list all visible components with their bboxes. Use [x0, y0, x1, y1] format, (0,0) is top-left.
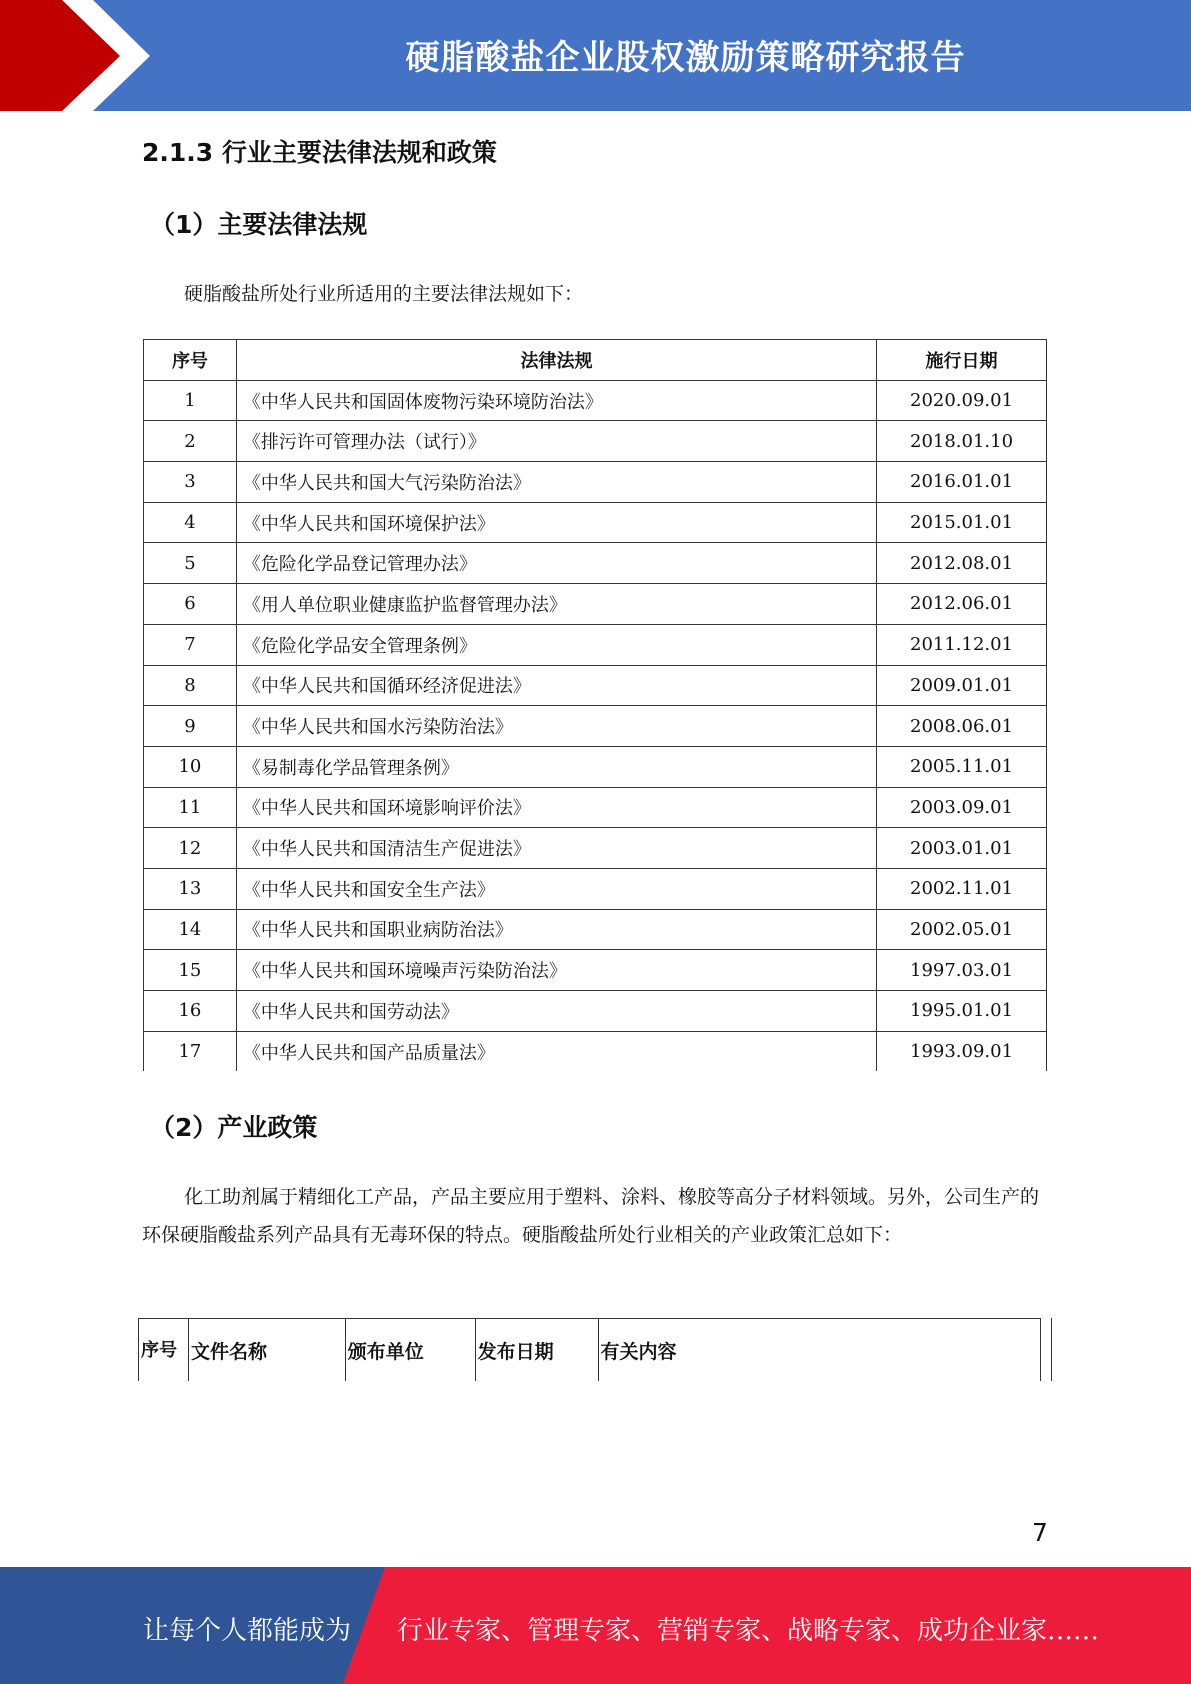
table-row [144, 502, 1047, 543]
table-row [144, 868, 1047, 909]
page-number: 7 [1032, 1518, 1048, 1547]
effective-date: 2016.01.01 [877, 462, 1047, 503]
footer-slogan-left: 让每个人都能成为 [143, 1616, 352, 1646]
row-number: 3 [144, 462, 237, 503]
table-row [144, 543, 1047, 584]
table-row [144, 421, 1047, 462]
table-row [144, 950, 1047, 991]
row-number: 7 [144, 624, 237, 665]
law-name: 《中华人民共和国循环经济促进法》 [236, 665, 876, 706]
policy-col-title: 文件名称 [188, 1319, 345, 1382]
law-name: 《排污许可管理办法（试行）》 [236, 421, 876, 462]
effective-date: 2003.01.01 [877, 828, 1047, 869]
law-name: 《危险化学品登记管理办法》 [236, 543, 876, 584]
law-name: 《中华人民共和国水污染防治法》 [236, 706, 876, 747]
table-row [144, 1031, 1047, 1071]
row-number: 12 [144, 828, 237, 869]
policy-col-issuer: 颁布单位 [345, 1319, 475, 1382]
law-name: 《中华人民共和国环境影响评价法》 [236, 787, 876, 828]
effective-date: 2020.09.01 [877, 380, 1047, 421]
footer-slogan-right: 行业专家、管理专家、营销专家、战略专家、成功企业家…… [397, 1616, 1100, 1646]
policy-heading: （2）产业政策 [150, 1113, 318, 1142]
row-number: 1 [144, 380, 237, 421]
law-name: 《中华人民共和国大气污染防治法》 [236, 462, 876, 503]
table-row [144, 706, 1047, 747]
row-number: 16 [144, 991, 237, 1032]
table-edge-line [1051, 1318, 1052, 1381]
law-name: 《中华人民共和国安全生产法》 [236, 868, 876, 909]
effective-date: 2005.11.01 [877, 746, 1047, 787]
law-name: 《中华人民共和国职业病防治法》 [236, 909, 876, 950]
col-header-no: 序号 [144, 340, 237, 381]
law-name: 《用人单位职业健康监护监督管理办法》 [236, 584, 876, 625]
law-name: 《中华人民共和国产品质量法》 [236, 1031, 876, 1071]
row-number: 4 [144, 502, 237, 543]
effective-date: 2008.06.01 [877, 706, 1047, 747]
law-name: 《中华人民共和国劳动法》 [236, 991, 876, 1032]
row-number: 17 [144, 1031, 237, 1071]
policy-table [138, 1318, 1041, 1381]
table-row [144, 787, 1047, 828]
row-number: 10 [144, 746, 237, 787]
effective-date: 2015.01.01 [877, 502, 1047, 543]
effective-date: 2002.11.01 [877, 868, 1047, 909]
row-number: 5 [144, 543, 237, 584]
policy-table-header [139, 1319, 1041, 1382]
law-name: 《危险化学品安全管理条例》 [236, 624, 876, 665]
row-number: 15 [144, 950, 237, 991]
col-header-name: 法律法规 [236, 340, 876, 381]
header-arrow-icon [0, 0, 160, 111]
table-row [144, 584, 1047, 625]
effective-date: 2018.01.10 [877, 421, 1047, 462]
law-name: 《中华人民共和国固体废物污染环境防治法》 [236, 380, 876, 421]
effective-date: 2012.08.01 [877, 543, 1047, 584]
row-number: 2 [144, 421, 237, 462]
law-name: 《中华人民共和国清洁生产促进法》 [236, 828, 876, 869]
effective-date: 1993.09.01 [877, 1031, 1047, 1071]
table-row [144, 624, 1047, 665]
law-name: 《中华人民共和国环境保护法》 [236, 502, 876, 543]
effective-date: 1995.01.01 [877, 991, 1047, 1032]
laws-table-header [144, 340, 1047, 381]
header-title: 硬脂酸盐企业股权激励策略研究报告 [405, 38, 966, 78]
table-row [144, 746, 1047, 787]
effective-date: 1997.03.01 [877, 950, 1047, 991]
effective-date: 2002.05.01 [877, 909, 1047, 950]
effective-date: 2009.01.01 [877, 665, 1047, 706]
policy-col-date: 发布日期 [475, 1319, 598, 1382]
page-footer [0, 1567, 1191, 1684]
laws-intro: 硬脂酸盐所处行业所适用的主要法律法规如下： [184, 283, 584, 305]
policy-col-no: 序号 [139, 1319, 189, 1382]
table-row [144, 380, 1047, 421]
table-row [144, 909, 1047, 950]
law-name: 《中华人民共和国环境噪声污染防治法》 [236, 950, 876, 991]
table-row [144, 665, 1047, 706]
row-number: 11 [144, 787, 237, 828]
table-row [144, 991, 1047, 1032]
table-row [144, 462, 1047, 503]
table-row [144, 828, 1047, 869]
row-number: 6 [144, 584, 237, 625]
section-heading: 2.1.3 行业主要法律法规和政策 [142, 138, 497, 167]
laws-table [143, 339, 1047, 1071]
row-number: 13 [144, 868, 237, 909]
laws-heading: （1）主要法律法规 [150, 210, 368, 239]
law-name: 《易制毒化学品管理条例》 [236, 746, 876, 787]
row-number: 8 [144, 665, 237, 706]
effective-date: 2003.09.01 [877, 787, 1047, 828]
policy-intro: 化工助剂属于精细化工产品，产品主要应用于塑料、涂料、橡胶等高分子材料领域。另外，公司生产的环保硬脂酸盐系列产品具有无毒环保的特点。硬脂酸盐所处行业相关的产业政策汇总如下： [142, 1186, 1040, 1246]
col-header-date: 施行日期 [877, 340, 1047, 381]
policy-col-content: 有关内容 [598, 1319, 1041, 1382]
row-number: 14 [144, 909, 237, 950]
row-number: 9 [144, 706, 237, 747]
effective-date: 2012.06.01 [877, 584, 1047, 625]
page-header [0, 0, 1191, 111]
effective-date: 2011.12.01 [877, 624, 1047, 665]
